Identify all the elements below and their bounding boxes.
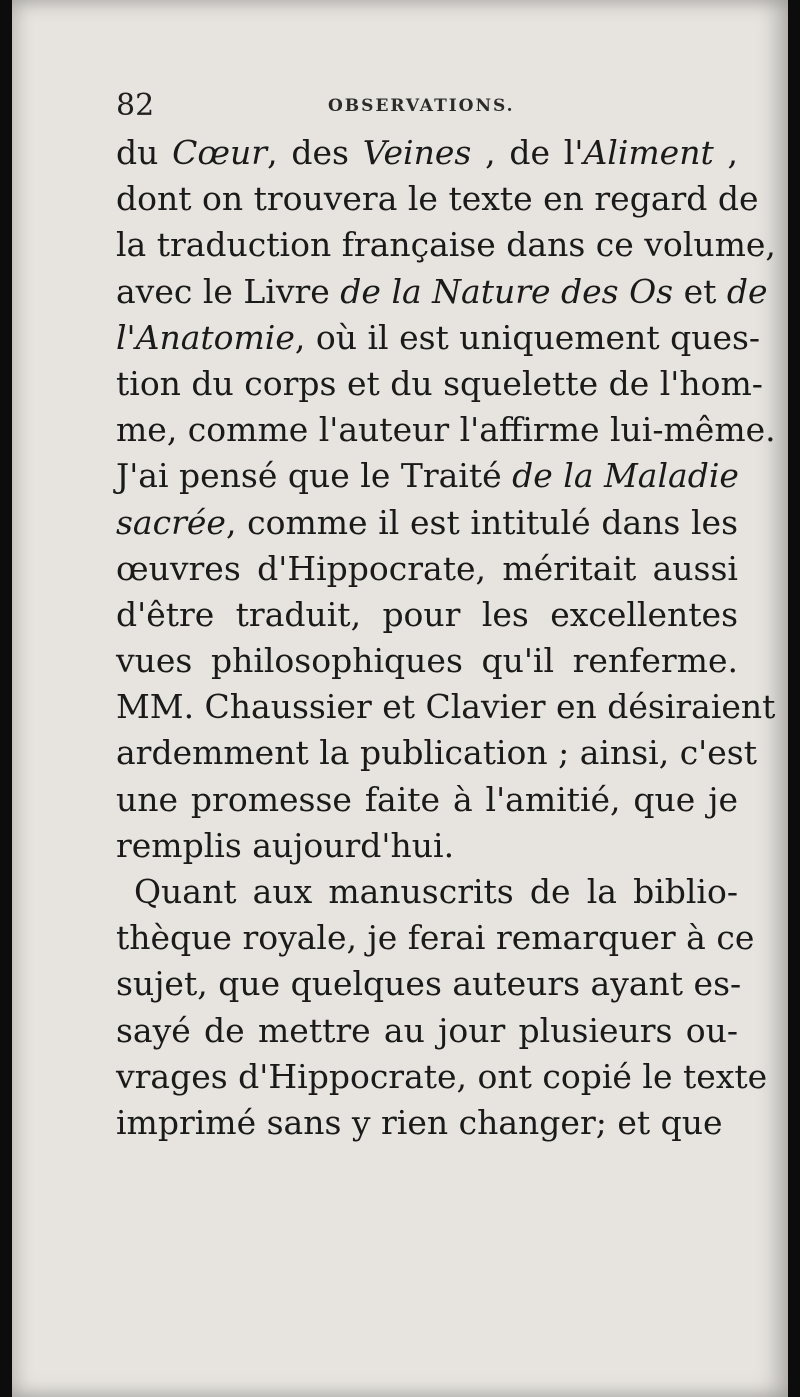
- text-run: une promesse faite à l'amitié, que je: [116, 779, 738, 819]
- text-run: ardemment la publication ; ainsi, c'est: [116, 733, 757, 773]
- text-line: [116, 777, 738, 823]
- text-run: vrages d'Hippocrate, ont copié le texte: [116, 1056, 768, 1096]
- text-line: [116, 1054, 768, 1100]
- text-line: [116, 361, 763, 407]
- text-line: [116, 638, 738, 684]
- text-run: sayé de mettre au jour plusieurs ou-: [116, 1010, 738, 1050]
- italic-text: de la Nature des Os: [340, 271, 674, 311]
- text-line: [116, 730, 757, 776]
- text-run: , des: [267, 133, 363, 172]
- text-run: remplis aujourd'hui.: [116, 825, 455, 865]
- text-line: [116, 222, 776, 268]
- book-page: [12, 0, 788, 1397]
- text-run: la traduction française dans ce volume,: [116, 225, 776, 265]
- text-run: dont on trouvera le texte en regard de: [116, 179, 759, 219]
- text-run: œuvres d'Hippocrate, méritait aussi: [116, 548, 738, 588]
- text-line: [116, 869, 738, 915]
- text-run: , où il est uniquement ques-: [294, 317, 761, 357]
- text-line: [116, 823, 738, 869]
- text-line: [116, 500, 738, 546]
- italic-text: sacrée: [116, 502, 226, 542]
- italic-text: de: [726, 271, 768, 311]
- text-line: [116, 915, 755, 961]
- text-run: me, comme l'auteur l'affirme lui-même.: [116, 410, 776, 450]
- text-line: [116, 592, 738, 638]
- text-run: avec le Livre: [116, 271, 341, 311]
- text-run: et: [673, 271, 727, 311]
- italic-text: Veines: [362, 133, 472, 172]
- text-run: , de l': [471, 133, 584, 172]
- italic-text: l'Anatomie: [116, 317, 295, 357]
- text-run: , comme il est intitulé dans les: [225, 502, 738, 542]
- text-run: vues philosophiques qu'il renferme.: [116, 641, 738, 681]
- text-line: [116, 546, 738, 592]
- italic-text: Cœur: [172, 133, 268, 172]
- body-text: [116, 130, 776, 1146]
- page-header: [116, 88, 716, 124]
- text-run: du: [116, 133, 173, 172]
- text-line: [116, 453, 738, 499]
- text-line: [116, 176, 759, 222]
- italic-text: de la Maladie: [512, 456, 739, 496]
- text-line: [116, 130, 738, 176]
- italic-text: Aliment: [583, 133, 714, 172]
- text-run: MM. Chaussier et Clavier en désiraient: [116, 687, 776, 727]
- text-run: d'être traduit, pour les excellentes: [116, 594, 738, 634]
- running-head: OBSERVATIONS.: [328, 96, 515, 116]
- text-run: imprimé sans y rien changer; et que: [116, 1102, 723, 1142]
- text-line: [116, 1100, 738, 1146]
- text-line: [116, 407, 776, 453]
- text-line: [116, 684, 776, 730]
- text-run: J'ai pensé que le Traité: [116, 456, 513, 496]
- text-line: [116, 315, 761, 361]
- text-run: Quant aux manuscrits de la biblio-: [134, 872, 738, 911]
- text-run: thèque royale, je ferai remarquer à ce: [116, 918, 755, 958]
- text-line: [116, 1008, 738, 1054]
- text-line: [116, 961, 742, 1007]
- text-run: ,: [713, 133, 738, 172]
- text-run: sujet, que quelques auteurs ayant es-: [116, 964, 742, 1004]
- page-number: 82: [116, 88, 155, 123]
- text-line: [116, 269, 768, 315]
- text-run: tion du corps et du squelette de l'hom-: [116, 363, 763, 403]
